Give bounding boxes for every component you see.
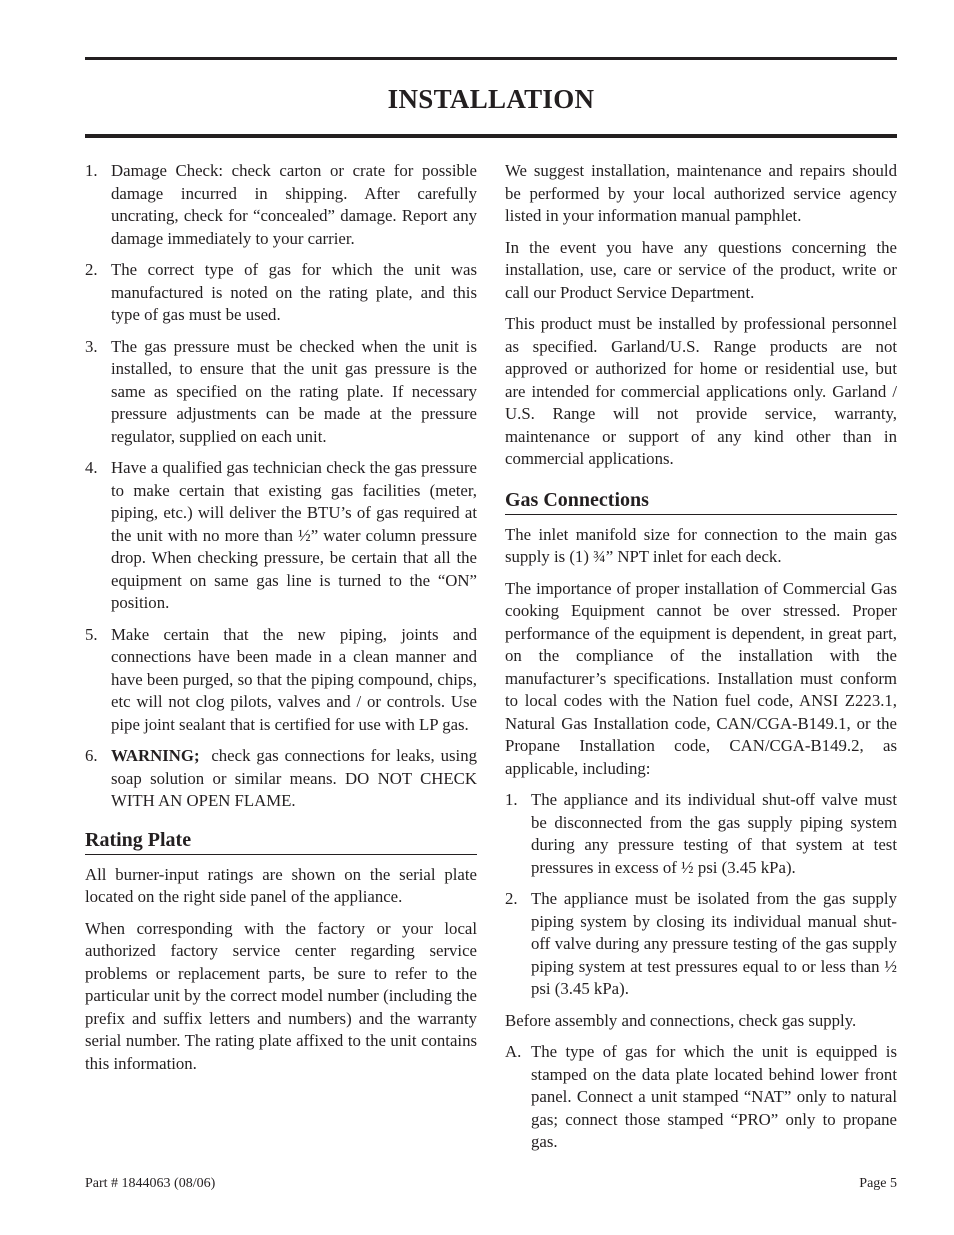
- warning-text: check gas connections for leaks, using soap solution or similar means. DO NOT CHECK WITH AN OPEN FLAME.: [111, 746, 482, 810]
- list-number: 4.: [85, 458, 98, 477]
- warning-item: [85, 745, 482, 813]
- gas-type-list: [505, 1041, 897, 1154]
- list-text: Make certain that the new piping, joints and connections have been made in a clean manner and have been purged, so that the piping compound, chips, etc will not clog pilots, valves and / or controls. Use pipe joint sealant that is certified for use with LP gas.: [111, 624, 477, 734]
- installation-steps-list: [85, 160, 482, 813]
- list-number: 5.: [85, 624, 98, 644]
- left-column: [85, 160, 482, 1084]
- list-number: 1.: [505, 790, 518, 809]
- right-column: [505, 160, 897, 1163]
- proper-installation-paragraph: The importance of proper installation of Commercial Gas cooking Equipment cannot be over stressed. Proper performance of the equipment is dependent, in great part, on the compliance of the installation with the manufacturer’s specifications. Installation must conform to local codes with the Nation fuel code, ANSI Z223.1, Natural Gas Installation code, CAN/CGA-B149.1, or the Propane Installation code, CAN/CGA-B149.2, as applicable, including:: [505, 578, 897, 778]
- gas-connections-heading: Gas Connections: [505, 487, 897, 515]
- part-number: Part # 1844063 (08/06): [85, 1176, 216, 1191]
- page-title: INSTALLATION: [387, 84, 595, 114]
- questions-paragraph: In the event you have any questions concerning the installation, use, care or service of the product, write or call our Product Service Department.: [505, 237, 897, 302]
- list-number: 6.: [85, 746, 98, 765]
- list-text: The appliance must be isolated from the gas supply piping system by closing its individual manual shut-off valve during any pressure testing of the gas supply piping system at test pressures equal to or less than ½ psi (3.45 kPa).: [531, 889, 897, 998]
- list-text: Have a qualified gas technician check the gas pressure to make certain that existing gas facilities (meter, piping, etc.) will deliver the BTU’s of gas required at the unit with no more than ½” water column pressure drop. When checking pressure, be certain that all the equipment on same gas line is turned to the “ON” position.: [111, 458, 477, 612]
- list-text: The type of gas for which the unit is equipped is stamped on the data plate located behind lower front panel. Connect a unit stamped “NAT” only to natural gas; connect those stamped “PRO” only to propane gas.: [531, 1042, 897, 1151]
- list-item: [85, 624, 477, 737]
- list-number: 3.: [85, 336, 98, 356]
- check-gas-supply-paragraph: Before assembly and connections, check gas supply.: [505, 1010, 857, 1030]
- list-text: The correct type of gas for which the unit was manufactured is noted on the rating plate, and this type of gas must be used.: [111, 260, 477, 324]
- rating-plate-paragraph-1: All burner-input ratings are shown on the serial plate located on the right side panel of the appliance.: [85, 864, 477, 906]
- list-item: [85, 457, 477, 615]
- list-item: [505, 888, 897, 1001]
- list-item: [505, 1041, 897, 1154]
- gas-requirements-list: [505, 789, 897, 1001]
- list-text: The gas pressure must be checked when the unit is installed, to ensure that the unit gas pressure is the same as specified on the rating plate. If necessary pressure adjustments can be made at the pressure regulator, supplied on each unit.: [111, 336, 477, 446]
- list-item: [85, 259, 477, 327]
- header-top-rule: [85, 57, 897, 60]
- list-item: [85, 160, 477, 250]
- list-number: 2.: [505, 889, 518, 908]
- list-item: [505, 789, 897, 879]
- header-bottom-rule: [85, 134, 897, 138]
- list-text: Damage Check: check carton or crate for possible damage incurred in shipping. After carefully uncrating, check for “concealed” damage. Report any damage immediately to your carrier.: [111, 161, 477, 248]
- page-number: Page 5: [859, 1176, 897, 1191]
- service-paragraph: We suggest installation, maintenance and repairs should be performed by your local authorized service agency listed in your information manual pamphlet.: [505, 161, 897, 225]
- professional-install-paragraph: This product must be installed by professional personnel as specified. Garland/U.S. Range products are not approved or authorized for home or residential use, but are intended for commercial applications only. Garland / U.S. Range will not provide service, warranty, maintenance or support of any kind other than in commercial applications.: [505, 314, 897, 468]
- rating-plate-paragraph-2: When corresponding with the factory or your local authorized factory service center regarding service problems or replacement parts, be sure to refer to the particular unit by the correct model number (including the prefix and suffix letters and numbers) and the warranty serial number. The rating plate affixed to the unit contains this information.: [85, 918, 477, 1073]
- list-item: [85, 336, 477, 449]
- warning-label: WARNING;: [111, 746, 200, 765]
- list-letter: A.: [505, 1042, 522, 1061]
- list-number: 2.: [85, 260, 98, 279]
- list-text: The appliance and its individual shut-off valve must be disconnected from the gas supply piping system during any pressure testing of that system at test pressures in excess of ½ psi (3.45 kPa).: [531, 790, 897, 877]
- rating-plate-heading: Rating Plate: [85, 827, 477, 855]
- inlet-manifold-paragraph: The inlet manifold size for connection to the main gas supply is (1) ¾” NPT inlet for each deck.: [505, 524, 897, 566]
- list-number: 1.: [85, 161, 98, 180]
